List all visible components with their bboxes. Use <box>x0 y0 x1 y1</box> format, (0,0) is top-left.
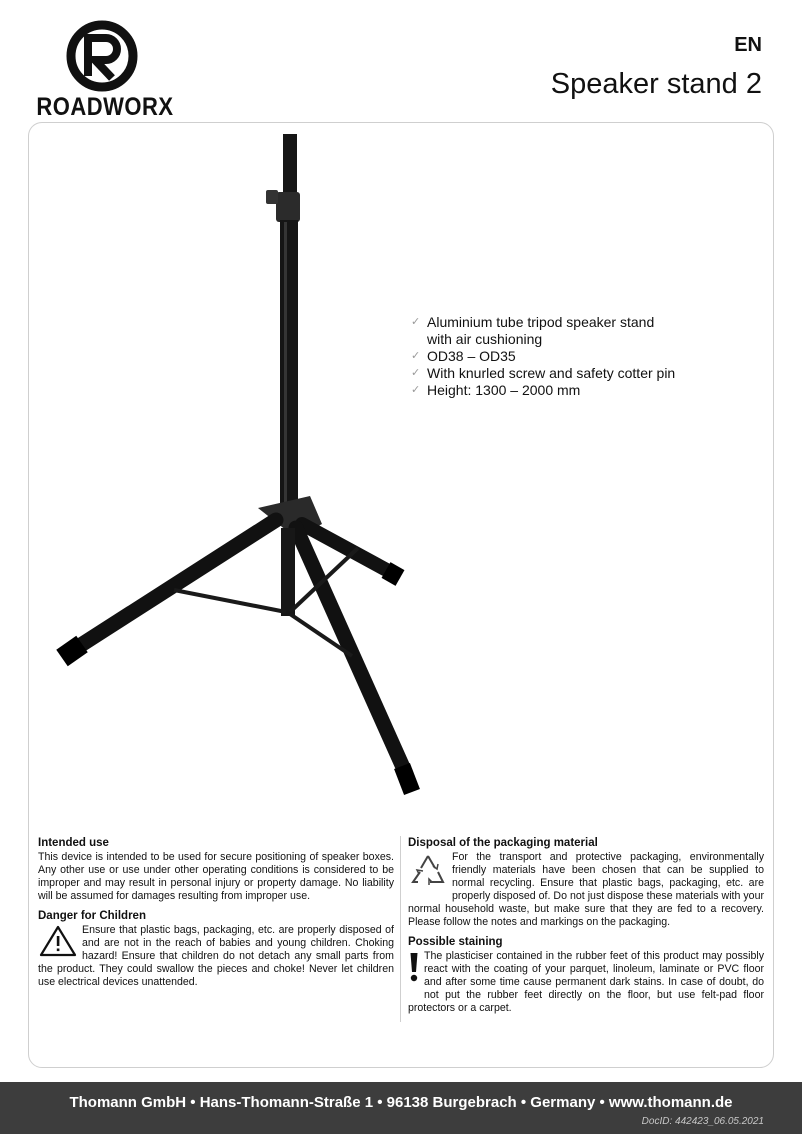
left-column <box>38 836 394 995</box>
column-divider <box>400 836 401 1022</box>
language-code: EN <box>734 34 762 56</box>
roadworx-logo <box>36 20 174 120</box>
right-column <box>408 836 764 1021</box>
list-item: with air cushioning <box>427 331 543 347</box>
speaker-stand-image <box>40 128 420 808</box>
list-item: ✓ OD38 – OD35 <box>411 348 516 364</box>
list-item: ✓ Height: 1300 – 2000 mm <box>411 382 581 398</box>
check-icon: ✓ <box>411 367 421 379</box>
roadworx-r-icon <box>64 20 144 96</box>
list-item: ✓ With knurled screw and safety cotter pin <box>411 365 676 381</box>
brand-name: ROADWORX <box>36 92 174 121</box>
section-title: Disposal of the packaging material <box>408 837 598 849</box>
section-body: The plasticiser contained in the rubber feet of this product may possibly react with the coating of your parquet, linoleum, laminate or PVC floor and after some time cause permanent dark stains. In case of doubt, do not put the rubber feet directly on the floor, but use felt-pad floor protectors or a carpet. <box>408 950 764 1014</box>
section-title: Danger for Children <box>38 910 146 922</box>
section-body: Ensure that plastic bags, packaging, etc. are properly disposed of and are not in the reach of babies and young children. Choking hazard! Ensure that children do not detach any small parts from the product. They could swallow the pieces and choke! Never let children use electrical devices unattended. <box>38 924 394 988</box>
intended-use-section <box>38 836 394 903</box>
page-title: Speaker stand 2 <box>550 68 762 100</box>
section-body: For the transport and protective packaging, environmentally friendly materials have been chosen that can be supplied to normal recycling. Ensure that plastic bags, packaging, etc. are properly disposed of. Do not just dispose these materials with your normal household waste, but make sure that they are fed to a recovery. Please follow the notes and markings on the packaging. <box>408 851 764 928</box>
list-item: ✓ Aluminium tube tripod speaker stand <box>411 314 655 330</box>
footer-address: Thomann GmbH • Hans-Thomann-Straße 1 • 96138 Burgebrach • Germany • www.thomann.de <box>69 1094 733 1111</box>
danger-children-section <box>38 909 394 989</box>
check-icon: ✓ <box>411 316 421 328</box>
section-title: Intended use <box>38 837 109 849</box>
disposal-section <box>408 836 764 929</box>
staining-section <box>408 935 764 1015</box>
section-body: This device is intended to be used for secure positioning of speaker boxes. Any other use or use under other operating conditions is considered to be improper and may result in personal injury or property damage. No liability will be assumed for damages resulting from improper use. <box>38 851 394 902</box>
check-icon: ✓ <box>411 350 421 362</box>
footer <box>0 1082 802 1134</box>
feature-list <box>411 314 675 399</box>
warning-icon <box>38 924 80 960</box>
exclamation-icon <box>408 950 422 990</box>
recycle-icon <box>408 851 450 893</box>
doc-id: DocID: 442423_06.05.2021 <box>641 1116 764 1127</box>
check-icon: ✓ <box>411 384 421 396</box>
section-title: Possible staining <box>408 936 503 948</box>
